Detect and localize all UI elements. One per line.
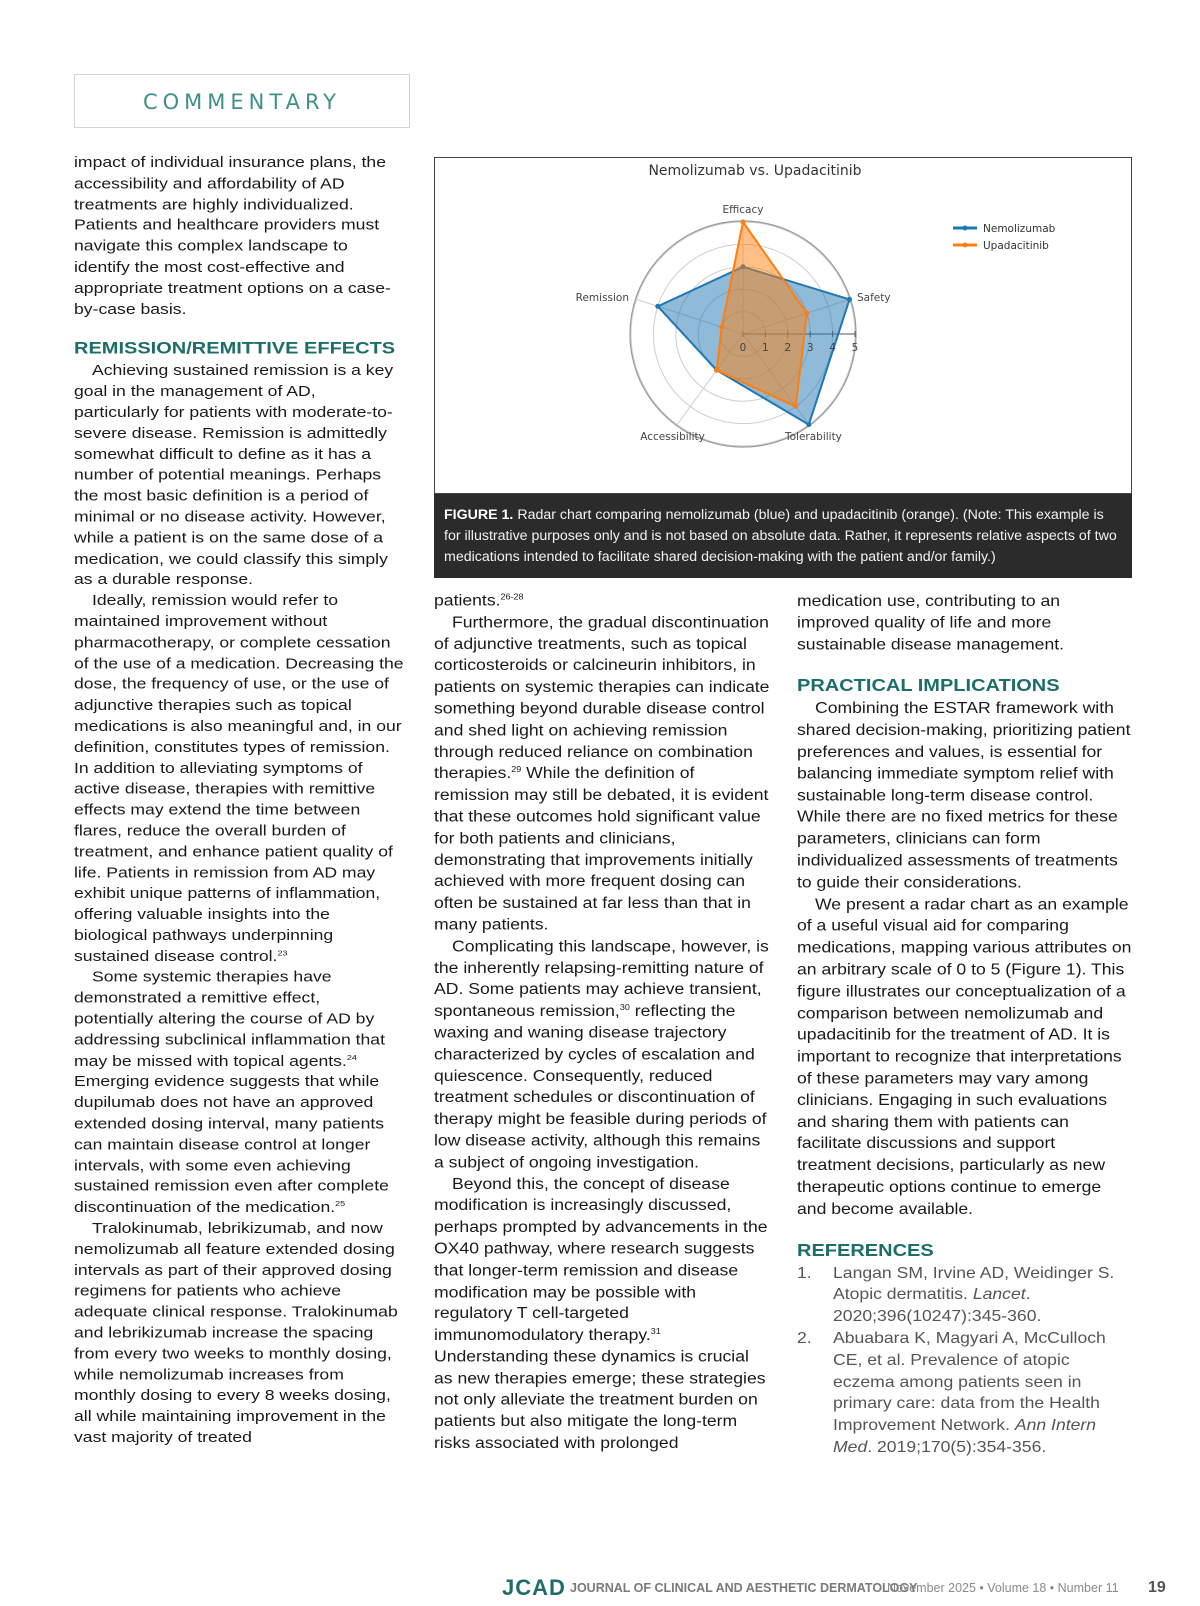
- paragraph: Achieving sustained remission is a key goal in the management of AD, particularly for patients with moderate-to-severe disease. Remission is admittedly somewhat difficult to define as it has a number of potential meanings. Perhaps the most basic definition is a period of minimal or no disease activity. However, while a patient is on the same dose of a medication, we could classify this simply as a durable response.: [74, 361, 394, 588]
- text-column-2: [434, 590, 770, 1454]
- tick-label: 4: [829, 342, 836, 354]
- paragraph: Ideally, remission would refer to maintained improvement without pharmacotherapy, or complete cessation of the use of a medication. Decreasing the dose, the frequency of use, or the use of adjunctive therapies such as topical medications is also meaningful and, in our definition, constitutes types of remission. In addition to alleviating symptoms of active disease, therapies with remittive effects may extend the time between flares, reduce the overall burden of treatment, and enhance patient quality of life. Patients in remission from AD may exhibit unique patterns of inflammation, offering valuable insights into the biological pathways underpinning sustained disease control.$^{23}$: [74, 591, 404, 965]
- series-point: [741, 220, 746, 225]
- figure-caption: FIGURE 1. Radar chart comparing nemolizumab (blue) and upadacitinib (orange). (Note: This example is for illustrative purposes only and is not based on absolute data. Rather, it represents relative aspects of two medications intended to facilitate shared decision-making with the patient and/or family.): [434, 494, 1132, 578]
- paragraph: medication use, contributing to an improved quality of life and more sustainable disease management.: [797, 591, 1065, 653]
- legend-label: Upadacitinib: [983, 240, 1049, 252]
- section-heading-references: REFERENCES: [797, 1240, 934, 1261]
- paragraph: We present a radar chart as an example of a useful visual aid for comparing medications, mapping various attributes on an arbitrary scale of 0 to 5 (Figure 1). This figure illustrates our conceptualization of a comparison between nemolizumab and upadacitinib for the treatment of AD. It is important to recognize that interpretations of these parameters may vary among clinicians. Engaging in such evaluations and sharing them with patients can facilitate discussions and support treatment decisions, particularly as new therapeutic options continue to emerge and become available.: [797, 895, 1132, 1218]
- citation[interactable]: 25: [335, 1199, 346, 1208]
- radar-chart: [435, 158, 1131, 493]
- series-point: [793, 404, 798, 409]
- citation[interactable]: 23: [277, 948, 288, 957]
- series-point: [655, 304, 660, 309]
- reference-item: 2. Abuabara K, Magyari A, McCulloch CE, et al. Prevalence of atopic eczema among patients seen in primary care: data from the Health Improvement Network. Ann Intern Med. 2019;170(5):354-356.: [797, 1328, 1106, 1456]
- citation[interactable]: 24: [346, 1053, 357, 1062]
- journal-logo: JCAD: [502, 1575, 566, 1600]
- citation[interactable]: 29: [511, 765, 522, 775]
- tick-label: 3: [806, 342, 814, 354]
- paragraph: Combining the ESTAR framework with shared decision-making, prioritizing patient preferences and values, is essential for balancing immediate symptom relief with sustainable long-term disease control. While there are no fixed metrics for these parameters, clinicians can form individualized assessments of treatments to guide their considerations.: [797, 699, 1131, 891]
- radar-series: [655, 220, 852, 428]
- series-point: [806, 422, 811, 427]
- axis-label: Accessibility: [640, 430, 705, 443]
- reference-list: [797, 1262, 1133, 1458]
- journal-name: JOURNAL OF CLINICAL AND AESTHETIC DERMATOLOGY: [570, 1581, 918, 1595]
- series-point: [714, 368, 719, 373]
- chart-title: Nemolizumab vs. Upadacitinib: [648, 163, 862, 179]
- axis-label: Safety: [856, 291, 891, 304]
- text-column-3: [797, 590, 1133, 1458]
- axis-label: Efficacy: [722, 204, 764, 217]
- paragraph: patients.$^{26-28}$: [434, 591, 524, 610]
- axis-label: Remission: [575, 291, 630, 304]
- paragraph: Beyond this, the concept of disease modification is increasingly discussed, perhaps prompted by advancements in the OX40 pathway, where research suggests that longer-term remission and disease modification may be possible with regulatory T cell-targeted immunomodulatory therapy.$^{31}$ Understanding these dynamics is crucial as new therapies emerge; these strategies not only alleviate the treatment burden on patients but also mitigate the long-term risks associated with prolonged: [434, 1174, 768, 1452]
- issue-info: November 2025 • Volume 18 • Number 11: [887, 1581, 1119, 1595]
- legend-marker: [963, 243, 968, 248]
- paragraph: Complicating this landscape, however, is the inherently relapsing-remitting nature of AD. Some patients may achieve transient, spontaneous remission,$^{30}$ reflecting the waxing and waning disease trajectory characterized by cycles of escalation and quiescence. Consequently, reduced treatment schedules or discontinuation of therapy might be feasible during periods of low disease activity, although this remains a subject of ongoing investigation.: [434, 937, 769, 1171]
- paragraph: Furthermore, the gradual discontinuation of adjunctive treatments, such as topical corticosteroids or calcineurin inhibitors, in patients on systemic therapies can indicate something beyond durable disease control and shed light on achieving remission through reduced reliance on combination therapies.$^{29}$ While the definition of remission may still be debated, it is evident that these outcomes hold significant value for both patients and clinicians, demonstrating that improvements initially achieved with more frequent dosing can often be sustained at far less than that in many patients.: [434, 613, 770, 934]
- series-point: [804, 311, 809, 316]
- tick-label: 2: [784, 342, 792, 354]
- series-point: [719, 325, 724, 330]
- tick-label: 1: [762, 342, 769, 354]
- text-column-1: [74, 152, 404, 1448]
- axis-label: Tolerability: [784, 430, 842, 443]
- paragraph: Tralokinumab, lebrikizumab, and now nemolizumab all feature extended dosing intervals as part of their approved dosing regimens for patients who achieve adequate clinical response. Tralokinumab and lebrikizumab increase the spacing from every two weeks to monthly dosing, while nemolizumab increases from monthly dosing to every 8 weeks dosing, all while maintaining improvement in the vast majority of treated: [74, 1219, 398, 1446]
- figure-1-chart: [434, 157, 1132, 494]
- paragraph: impact of individual insurance plans, the accessibility and affordability of AD treatments are highly individualized. Patients and healthcare providers must navigate this complex landscape to identify the most cost-effective and appropriate treatment options on a case-by-case basis.: [74, 153, 391, 318]
- figure-label: FIGURE 1.: [444, 507, 514, 523]
- series-point: [847, 297, 852, 302]
- citation[interactable]: 31: [650, 1327, 661, 1336]
- chart-legend: [953, 223, 1056, 252]
- legend-marker: [963, 226, 968, 231]
- tick-label: 5: [851, 342, 859, 354]
- citation[interactable]: 26-28: [500, 592, 524, 602]
- legend-label: Nemolizumab: [983, 223, 1056, 235]
- tick-label: 0: [739, 342, 747, 354]
- section-header: COMMENTARY: [74, 74, 410, 128]
- page-number: 19: [1148, 1579, 1166, 1596]
- section-heading-practical: PRACTICAL IMPLICATIONS: [797, 676, 1060, 696]
- reference-item: 1. Langan SM, Irvine AD, Weidinger S. Atopic dermatitis. Lancet. 2020;396(10247):345-360.: [797, 1263, 1115, 1325]
- citation[interactable]: 30: [619, 1003, 630, 1012]
- paragraph: Some systemic therapies have demonstrated a remittive effect, potentially altering the course of AD by addressing subclinical inflammation that may be missed with topical agents.$^{24}$ Emerging evidence suggests that while dupilumab does not have an approved extended dosing interval, many patients can maintain disease control at longer intervals, with some even achieving sustained remission even after complete discontinuation of the medication.$^{25}$: [74, 968, 389, 1216]
- section-heading-remission: REMISSION/REMITTIVE EFFECTS: [74, 339, 396, 359]
